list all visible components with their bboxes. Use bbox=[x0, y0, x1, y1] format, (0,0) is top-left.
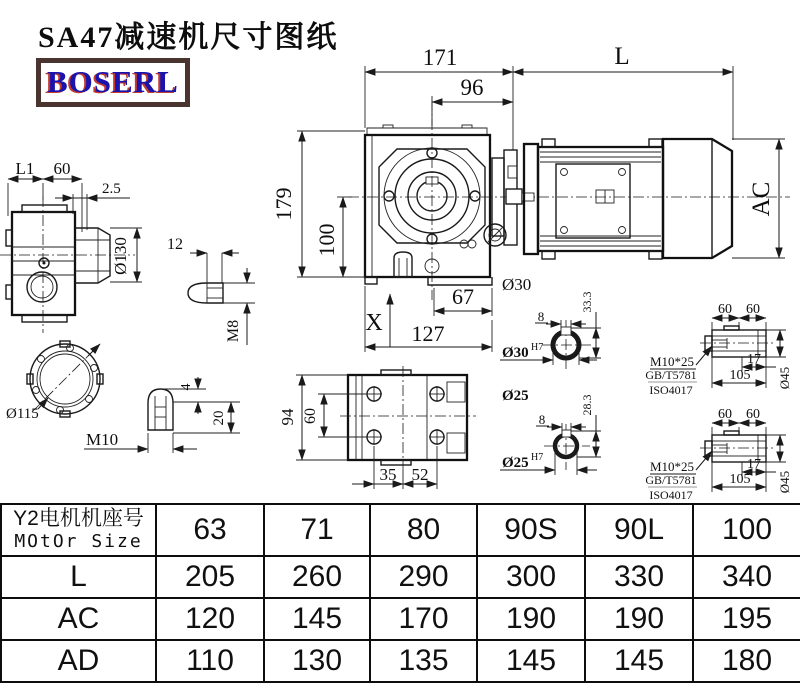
motor-size-label-cn: Y2电机机座号 bbox=[13, 507, 144, 530]
table-header-row bbox=[1, 504, 800, 556]
row-label-AC: AC bbox=[1, 598, 156, 640]
dim-94: 94 bbox=[278, 408, 297, 426]
output-shaft-detail-1 bbox=[645, 302, 792, 397]
label-dia30h7: Ø30 bbox=[502, 345, 529, 361]
motor-size-label-en: MOtOr Size bbox=[14, 531, 143, 552]
table-cell: 135 bbox=[370, 640, 477, 682]
label-dia30h7-fit: H7 bbox=[531, 342, 544, 353]
dim-4: 4 bbox=[179, 383, 194, 391]
dim-shaft1-60b: 60 bbox=[746, 302, 760, 317]
row-label-L: L bbox=[1, 556, 156, 598]
table-cell: 190 bbox=[477, 598, 585, 640]
motor-frame-window bbox=[556, 164, 630, 238]
label-dia25: Ø25 bbox=[502, 388, 529, 404]
table-cell: 145 bbox=[585, 640, 693, 682]
bottom-view bbox=[278, 366, 476, 489]
dim-67: 67 bbox=[452, 284, 474, 309]
brand-logo-text: BOSERL bbox=[47, 64, 179, 99]
table-header-cell bbox=[1, 504, 156, 556]
col-71: 71 bbox=[264, 504, 370, 556]
dim-X: X bbox=[365, 310, 383, 336]
label-shaft1-bolt: M10*25 bbox=[649, 354, 695, 369]
output-shaft-detail-2 bbox=[645, 407, 792, 502]
dim-AC: AC bbox=[748, 181, 775, 217]
table-cell: 330 bbox=[585, 556, 693, 598]
dim-shaft1-17: 17 bbox=[747, 352, 761, 367]
motor-size-table bbox=[0, 503, 800, 683]
dim-127: 127 bbox=[411, 321, 445, 346]
bore-30-section bbox=[500, 292, 601, 373]
dim-L1: L1 bbox=[15, 159, 35, 178]
dim-key8-30: 8 bbox=[537, 309, 545, 324]
table-cell: 190 bbox=[585, 598, 693, 640]
m8-bolt bbox=[188, 283, 223, 303]
table-row-L bbox=[1, 556, 800, 598]
bottom-housing bbox=[348, 375, 467, 460]
table-cell: 145 bbox=[477, 640, 585, 682]
table-cell: 110 bbox=[156, 640, 264, 682]
dim-52: 52 bbox=[411, 465, 429, 484]
col-80: 80 bbox=[370, 504, 477, 556]
dim-12: 12 bbox=[167, 236, 183, 253]
dim-shaft1-dia45: Ø45 bbox=[777, 366, 792, 390]
dim-shaft2-17: 17 bbox=[747, 457, 761, 472]
dim-60: 60 bbox=[53, 159, 71, 178]
label-dia25h7-fit: H7 bbox=[531, 452, 544, 463]
dim-35: 35 bbox=[379, 465, 397, 484]
m10-bolt bbox=[148, 389, 173, 430]
dim-171: 171 bbox=[422, 45, 458, 70]
dim-shaft1-105: 105 bbox=[729, 368, 751, 383]
label-shaft2-std2: ISO4017 bbox=[649, 488, 693, 502]
bore-25-section bbox=[500, 388, 601, 475]
label-shaft1-std2: ISO4017 bbox=[649, 383, 693, 397]
table-cell: 205 bbox=[156, 556, 264, 598]
dim-2_5: 2.5 bbox=[102, 181, 121, 197]
table-cell: 290 bbox=[370, 556, 477, 598]
motor-view bbox=[492, 139, 785, 259]
dim-100: 100 bbox=[314, 223, 339, 257]
dim-33_3: 33.3 bbox=[580, 291, 594, 313]
dim-L: L bbox=[614, 43, 630, 70]
label-dia30: Ø30 bbox=[502, 275, 532, 294]
m8-bolt-detail bbox=[167, 236, 255, 345]
dim-dia130: Ø130 bbox=[111, 237, 130, 275]
label-shaft2-bolt: M10*25 bbox=[649, 459, 695, 474]
row-label-AD: AD bbox=[1, 640, 156, 682]
dim-M8: M8 bbox=[225, 319, 242, 343]
dim-key8-25: 8 bbox=[538, 412, 546, 427]
dim-179: 179 bbox=[271, 187, 296, 221]
dim-60b: 60 bbox=[302, 408, 319, 424]
label-shaft2-std1: GB/T5781 bbox=[645, 473, 697, 487]
oil-plug bbox=[394, 252, 412, 277]
dim-M10: M10 bbox=[86, 430, 119, 449]
dim-96: 96 bbox=[460, 75, 484, 100]
dim-shaft2-60a: 60 bbox=[718, 407, 732, 422]
dim-shaft2-60b: 60 bbox=[746, 407, 760, 422]
col-90S: 90S bbox=[477, 504, 585, 556]
side-view bbox=[0, 159, 142, 333]
table-cell: 145 bbox=[264, 598, 370, 640]
col-100: 100 bbox=[693, 504, 800, 556]
dim-dia115: Ø115 bbox=[6, 406, 39, 422]
label-shaft1-std1: GB/T5781 bbox=[645, 368, 697, 382]
flange-view bbox=[6, 341, 197, 453]
motor-body bbox=[538, 147, 663, 251]
table-cell: 170 bbox=[370, 598, 477, 640]
dim-shaft1-60a: 60 bbox=[718, 302, 732, 317]
dim-28_3: 28.3 bbox=[580, 394, 594, 416]
fan-cover bbox=[663, 139, 732, 258]
dim-shaft2-105: 105 bbox=[729, 472, 751, 487]
dim-20: 20 bbox=[211, 410, 227, 426]
table-cell: 180 bbox=[693, 640, 800, 682]
table-cell: 120 bbox=[156, 598, 264, 640]
page-title: SA47减速机尺寸图纸 bbox=[38, 21, 339, 54]
label-dia25h7: Ø25 bbox=[502, 455, 529, 471]
table-cell: 195 bbox=[693, 598, 800, 640]
table-row-AC bbox=[1, 598, 800, 640]
table-cell: 260 bbox=[264, 556, 370, 598]
table-row-AD bbox=[1, 640, 800, 682]
dim-shaft2-dia45: Ø45 bbox=[777, 470, 792, 494]
table-cell: 340 bbox=[693, 556, 800, 598]
m10-bolt-detail bbox=[148, 377, 240, 433]
table-cell: 300 bbox=[477, 556, 585, 598]
col-90L: 90L bbox=[585, 504, 693, 556]
table-cell: 130 bbox=[264, 640, 370, 682]
output-hub bbox=[75, 228, 110, 283]
col-63: 63 bbox=[156, 504, 264, 556]
